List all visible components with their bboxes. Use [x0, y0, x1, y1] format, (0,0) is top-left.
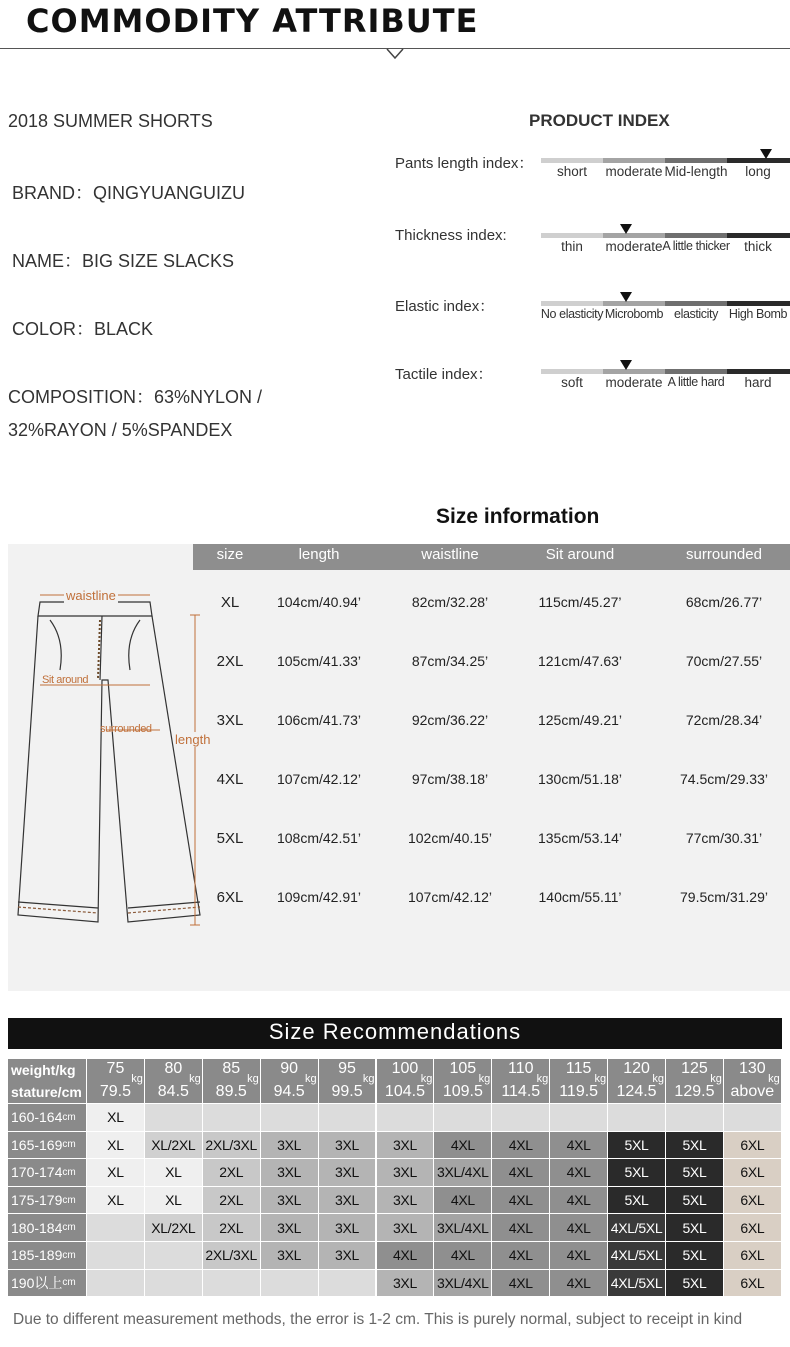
index-segment-label: High Bomb [728, 307, 788, 321]
kg-unit: kg [131, 1073, 143, 1085]
weight-max: 99.5 [331, 1083, 363, 1100]
weight-max: 124.5 [616, 1083, 657, 1100]
recommended-size-cell: 2XL [203, 1187, 260, 1214]
recommended-size-cell: XL [87, 1159, 144, 1186]
kg-unit: kg [768, 1073, 780, 1085]
cm-unit: cm [62, 1166, 76, 1178]
product-index-title: PRODUCT INDEX [529, 111, 670, 130]
size-label: XL [220, 594, 240, 611]
kg-unit: kg [652, 1073, 664, 1085]
stature-value: 190以上 [11, 1274, 63, 1291]
stature-range-header [8, 1132, 86, 1159]
recommended-size-cell: 4XL [492, 1159, 549, 1186]
size-measurement: 79.5cm/31.29’ [680, 889, 768, 905]
index-bar-segment [727, 301, 790, 306]
empty-cell [608, 1104, 665, 1131]
recommended-size-cell: 4XL [377, 1242, 434, 1269]
empty-cell [550, 1104, 607, 1131]
recommended-size-cell: 5XL [608, 1159, 665, 1186]
recommended-size-cell: XL/2XL [145, 1132, 202, 1159]
index-segment-label: thin [561, 239, 583, 254]
recommended-size-cell: 4XL [550, 1270, 607, 1297]
size-measurement: 107cm/42.12’ [276, 771, 362, 787]
recommended-size-cell: 4XL [492, 1242, 549, 1269]
size-measurement: 97cm/38.18’ [411, 771, 489, 787]
index-bar-segment [665, 301, 727, 306]
weight-range-header [319, 1059, 376, 1103]
empty-cell [145, 1270, 202, 1297]
weight-max: above [730, 1083, 775, 1100]
stature-value: 165-169 [11, 1136, 63, 1153]
weight-range-header [434, 1059, 491, 1103]
recommended-size-cell: 3XL [377, 1270, 434, 1297]
cm-unit: cm [62, 1139, 76, 1151]
recommendations-title: Size Recommendations [268, 1019, 522, 1044]
index-bar-segment [665, 369, 727, 374]
kg-unit: kg [304, 1073, 317, 1085]
size-measurement: 105cm/41.33’ [276, 653, 362, 669]
index-bar-segment [727, 158, 790, 163]
cm-unit: cm [62, 1194, 76, 1206]
empty-cell [492, 1104, 549, 1131]
recommended-size-cell: 4XL [550, 1187, 607, 1214]
size-measurement: 108cm/42.51’ [276, 830, 362, 846]
recommended-size-cell: 6XL [724, 1187, 781, 1214]
recommended-size-cell: 4XL/5XL [608, 1270, 665, 1297]
index-bar-segment [541, 158, 603, 163]
footnote: Due to different measurement methods, the error is 1-2 cm. This is purely normal, subject to receipt in kind [13, 1311, 743, 1328]
weight-min: 125 [681, 1060, 708, 1077]
size-measurement: 107cm/42.12’ [407, 889, 493, 905]
weight-range-header [203, 1059, 260, 1103]
kg-unit: kg [594, 1073, 607, 1085]
recommended-size-cell: 3XL [319, 1159, 376, 1186]
weight-min: 100 [391, 1060, 419, 1077]
size-information-title: Size information [436, 505, 600, 528]
index-bar-segment [603, 301, 665, 306]
cm-unit: cm [62, 1249, 76, 1261]
index-bar-segment [541, 369, 603, 374]
recommended-size-cell: 3XL [261, 1132, 318, 1159]
index-marker-icon [620, 360, 632, 370]
size-measurement: 102cm/40.15’ [407, 830, 493, 846]
empty-cell [145, 1104, 202, 1131]
recommended-size-cell: 4XL [550, 1242, 607, 1269]
empty-cell [319, 1270, 376, 1297]
index-segment-label: long [745, 164, 771, 179]
stature-value: 180-184 [11, 1219, 63, 1236]
size-measurement: 82cm/32.28’ [411, 594, 489, 610]
recommended-size-cell: 3XL [377, 1132, 434, 1159]
recommended-size-cell: XL/2XL [145, 1214, 202, 1241]
weight-max: 119.5 [559, 1083, 599, 1100]
size-measurement: 104cm/40.94’ [276, 594, 362, 610]
name-text: NAME：BIG SIZE SLACKS [12, 251, 235, 271]
index-bar-segment [603, 233, 665, 238]
recommended-size-cell: 4XL [550, 1132, 607, 1159]
index-bar-segment [541, 233, 603, 238]
index-label: Elastic index： [395, 298, 495, 315]
size-measurement: 74.5cm/29.33’ [680, 771, 768, 787]
index-bar-segment [541, 301, 603, 306]
kg-unit: kg [247, 1073, 259, 1085]
weight-range-header [261, 1059, 318, 1103]
recommended-size-cell: 6XL [724, 1159, 781, 1186]
recommended-size-cell: 3XL/4XL [434, 1214, 491, 1241]
index-segment-label: A little thicker [662, 239, 730, 253]
recommended-size-cell: 3XL [319, 1214, 376, 1241]
recommended-size-cell: 4XL [434, 1187, 491, 1214]
empty-cell [87, 1270, 144, 1297]
index-segment-label: elasticity [674, 307, 718, 321]
weight-range-header [377, 1059, 434, 1103]
size-label: 3XL [216, 712, 244, 729]
composition-text-line2: 32%RAYON / 5%SPANDEX [8, 420, 233, 440]
recommended-size-cell: 5XL [608, 1187, 665, 1214]
size-measurement: 135cm/53.14’ [537, 830, 623, 846]
color-text: COLOR：BLACK [12, 319, 154, 339]
weight-range-header [87, 1059, 144, 1103]
index-bar-segment [603, 158, 665, 163]
weight-max: 129.5 [674, 1083, 715, 1100]
recommended-size-cell: XL [87, 1187, 144, 1214]
weight-range-header [666, 1059, 723, 1103]
recommended-size-cell: 5XL [666, 1159, 723, 1186]
size-measurement: 87cm/34.25’ [411, 653, 489, 669]
weight-min: 105 [449, 1060, 477, 1077]
weight-min: 85 [222, 1060, 241, 1077]
chevron-down-icon [386, 48, 404, 60]
empty-cell [377, 1104, 434, 1131]
recommended-size-cell: XL [87, 1132, 144, 1159]
size-measurement: 109cm/42.91’ [276, 889, 362, 905]
weight-max: 94.5 [273, 1083, 305, 1100]
index-segment-label: No elasticity [540, 307, 604, 321]
empty-cell [261, 1104, 318, 1131]
size-measurement: 140cm/55.11’ [538, 889, 622, 905]
index-segment-label: moderate [605, 375, 663, 390]
recommended-size-cell: XL [87, 1104, 144, 1131]
index-segment-label: soft [561, 375, 583, 390]
recommended-size-cell: XL [145, 1187, 202, 1214]
empty-cell [87, 1214, 144, 1241]
stature-range-header [8, 1104, 86, 1131]
recommended-size-cell: XL [145, 1159, 202, 1186]
recommended-size-cell: 4XL [550, 1159, 607, 1186]
weight-min: 130 [738, 1060, 766, 1077]
size-measurement: 72cm/28.34’ [685, 712, 763, 728]
weight-range-header [724, 1059, 781, 1103]
index-bar-segment [727, 233, 790, 238]
recommended-size-cell: 4XL [492, 1132, 549, 1159]
size-label: 5XL [216, 830, 244, 847]
weight-max: 109.5 [442, 1083, 483, 1100]
index-segment-label: Mid-length [664, 164, 728, 179]
recommended-size-cell: 2XL/3XL [203, 1132, 260, 1159]
size-measurement: 121cm/47.63’ [537, 653, 623, 669]
index-marker-icon [620, 224, 632, 234]
kg-unit: kg [189, 1073, 201, 1085]
weight-range-header [550, 1059, 607, 1103]
kg-unit: kg [710, 1073, 722, 1085]
size-measurement: 77cm/30.31’ [685, 830, 763, 846]
recommended-size-cell: 3XL [319, 1132, 376, 1159]
empty-cell [261, 1270, 318, 1297]
index-label: Tactile index： [395, 366, 493, 383]
weight-min: 75 [106, 1060, 125, 1077]
size-column-header: Sit around [545, 546, 615, 563]
index-label: Pants length index： [395, 155, 534, 172]
weight-min: 80 [164, 1060, 183, 1077]
index-segment-label: short [556, 164, 588, 179]
size-column-header: length [298, 546, 340, 563]
size-measurement: 92cm/36.22’ [411, 712, 489, 728]
size-column-header: surrounded [686, 546, 762, 563]
empty-cell [87, 1242, 144, 1269]
size-measurement: 70cm/27.55’ [685, 653, 763, 669]
index-bar-segment [603, 369, 665, 374]
index-marker-icon [760, 149, 772, 159]
stature-value: 170-174 [11, 1164, 63, 1181]
empty-cell [319, 1104, 376, 1131]
recommended-size-cell: 3XL/4XL [434, 1159, 491, 1186]
kg-unit: kg [362, 1073, 375, 1085]
brand-text: BRAND：QINGYUANGUIZU [12, 183, 246, 203]
index-bar-segment [727, 369, 790, 374]
recommended-size-cell: 3XL [261, 1214, 318, 1241]
recommended-size-cell: 3XL [377, 1214, 434, 1241]
stature-value: 185-189 [11, 1247, 63, 1264]
weight-max: 104.5 [384, 1083, 425, 1100]
composition-text-line1: COMPOSITION：63%NYLON / [8, 387, 263, 407]
empty-cell [203, 1270, 260, 1297]
cm-unit: cm [62, 1222, 76, 1234]
recommended-size-cell: 4XL [434, 1132, 491, 1159]
empty-cell [666, 1104, 723, 1131]
size-column-header: waistline [421, 546, 479, 563]
index-segment-label: thick [744, 239, 772, 254]
weight-max: 79.5 [99, 1083, 132, 1100]
recommended-size-cell: 3XL [319, 1187, 376, 1214]
size-label: 4XL [216, 771, 244, 788]
weight-min: 110 [507, 1060, 534, 1077]
stature-header: stature/cm [8, 1081, 86, 1103]
index-bar-segment [665, 233, 727, 238]
weight-range-header [492, 1059, 549, 1103]
size-label: 6XL [216, 889, 244, 906]
recommended-size-cell: 5XL [608, 1132, 665, 1159]
index-bar-segment [665, 158, 727, 163]
recommended-size-cell: 3XL [319, 1242, 376, 1269]
recommended-size-cell: 3XL [261, 1159, 318, 1186]
size-measurement: 125cm/49.21’ [537, 712, 623, 728]
page-title: COMMODITY ATTRIBUTE [26, 2, 479, 40]
recommended-size-cell: 3XL [261, 1187, 318, 1214]
length-label: length [175, 732, 211, 747]
index-label: Thickness index: [395, 227, 507, 244]
weight-min: 120 [623, 1060, 650, 1077]
stature-range-header [8, 1242, 86, 1269]
recommended-size-cell: 5XL [666, 1187, 723, 1214]
recommended-size-cell: 6XL [724, 1214, 781, 1241]
weight-range-header [608, 1059, 665, 1103]
recommended-size-cell: 6XL [724, 1132, 781, 1159]
weight-max: 114.5 [501, 1083, 541, 1100]
stature-value: 175-179 [11, 1192, 63, 1209]
recommended-size-cell: 2XL/3XL [203, 1242, 260, 1269]
season-text: 2018 SUMMER SHORTS [8, 111, 213, 131]
pants-diagram [10, 580, 220, 950]
index-segment-label: A little hard [667, 375, 725, 389]
empty-cell [203, 1104, 260, 1131]
kg-unit: kg [420, 1073, 433, 1085]
stature-value: 160-164 [11, 1109, 63, 1126]
recommended-size-cell: 5XL [666, 1214, 723, 1241]
stature-range-header [8, 1187, 86, 1214]
weight-min: 95 [338, 1060, 356, 1077]
index-segment-label: Microbomb [604, 307, 664, 321]
index-segment-label: moderate [605, 164, 663, 179]
kg-unit: kg [478, 1073, 491, 1085]
size-column-header: size [216, 546, 244, 563]
cm-unit: cm [62, 1111, 76, 1123]
recommended-size-cell: 4XL [434, 1242, 491, 1269]
stature-range-header [8, 1214, 86, 1241]
recommended-size-cell: 4XL/5XL [608, 1214, 665, 1241]
index-segment-label: moderate [605, 239, 663, 254]
empty-cell [724, 1104, 781, 1131]
recommended-size-cell: 3XL [377, 1159, 434, 1186]
size-label: 2XL [216, 653, 244, 670]
recommended-size-cell: 6XL [724, 1270, 781, 1297]
cm-unit: cm [62, 1277, 76, 1289]
kg-unit: kg [536, 1073, 549, 1085]
stature-range-header [8, 1159, 86, 1186]
recommended-size-cell: 3XL/4XL [434, 1270, 491, 1297]
recommended-size-cell: 5XL [666, 1270, 723, 1297]
index-segment-label: hard [744, 375, 772, 390]
recommended-size-cell: 5XL [666, 1242, 723, 1269]
surrounded-label: surrounded [100, 723, 152, 735]
weight-header: weight/kg [8, 1059, 86, 1081]
recommended-size-cell: 4XL [492, 1214, 549, 1241]
size-measurement: 106cm/41.73’ [276, 712, 362, 728]
sit-around-label: Sit around [42, 674, 89, 686]
size-measurement: 68cm/26.77’ [685, 594, 763, 610]
recommended-size-cell: 2XL [203, 1159, 260, 1186]
weight-min: 115 [565, 1060, 592, 1077]
stature-range-header [8, 1270, 86, 1297]
recommended-size-cell: 4XL/5XL [608, 1242, 665, 1269]
weight-range-header [145, 1059, 202, 1103]
recommended-size-cell: 4XL [492, 1270, 549, 1297]
weight-max: 89.5 [215, 1083, 247, 1100]
waistline-label: waistline [66, 588, 116, 603]
empty-cell [145, 1242, 202, 1269]
weight-min: 90 [280, 1060, 299, 1077]
size-measurement: 130cm/51.18’ [537, 771, 623, 787]
index-marker-icon [620, 292, 632, 302]
recommended-size-cell: 2XL [203, 1214, 260, 1241]
recommended-size-cell: 3XL [377, 1187, 434, 1214]
recommended-size-cell: 4XL [550, 1214, 607, 1241]
recommended-size-cell: 5XL [666, 1132, 723, 1159]
weight-max: 84.5 [157, 1083, 189, 1100]
recommended-size-cell: 3XL [261, 1242, 318, 1269]
empty-cell [434, 1104, 491, 1131]
recommended-size-cell: 4XL [492, 1187, 549, 1214]
size-measurement: 115cm/45.27’ [538, 594, 622, 610]
recommended-size-cell: 6XL [724, 1242, 781, 1269]
